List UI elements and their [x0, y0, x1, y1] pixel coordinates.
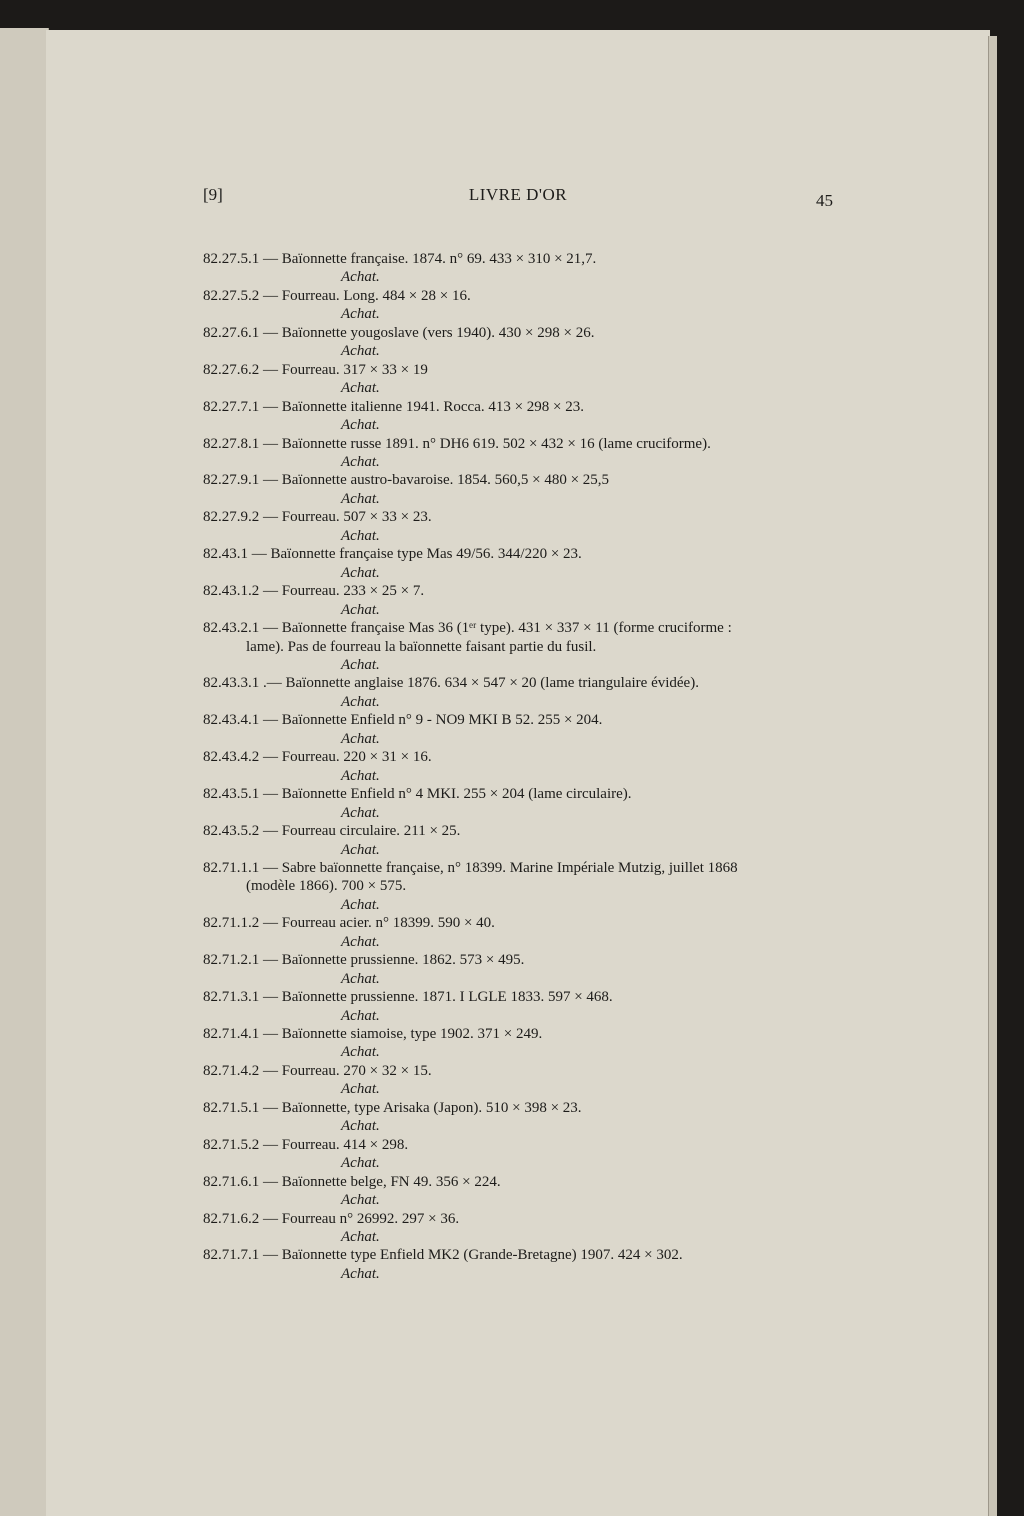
entry-first-line	[203, 1062, 843, 1080]
entry-separator: —	[259, 749, 282, 766]
catalogue-entry	[203, 785, 843, 822]
entry-separator: —	[259, 1026, 282, 1043]
catalogue-entry	[203, 287, 843, 324]
entry-separator: .—	[259, 675, 286, 692]
entry-description: Baïonnette austro-bavaroise. 1854. 560,5 × 480 × 25,5	[281, 472, 610, 489]
entry-number: 82.71.1.1	[203, 859, 260, 876]
entry-separator: —	[259, 859, 282, 876]
entry-acquisition-note: Achat.	[341, 564, 380, 581]
entry-number: 82.71.6.2	[203, 1210, 260, 1227]
entry-first-line	[203, 988, 843, 1006]
entry-number: 82.71.4.1	[203, 1026, 260, 1043]
catalogue-entry	[203, 1062, 843, 1099]
entry-number: 82.27.6.2	[203, 361, 260, 378]
catalogue-entry	[203, 545, 843, 582]
entry-first-line	[203, 324, 843, 342]
entry-description: Baïonnette française Mas 36 (1ᵉʳ type). 431 × 337 × 11 (forme cruciforme :	[281, 620, 732, 637]
entry-acquisition-note: Achat.	[341, 343, 380, 360]
entry-first-line	[203, 1099, 843, 1117]
entry-first-line	[203, 1025, 843, 1043]
entry-acquisition-note: Achat.	[341, 841, 380, 858]
entry-separator: —	[259, 1173, 282, 1190]
catalogue-entry	[203, 1173, 843, 1210]
catalogue-entry	[203, 435, 843, 472]
entry-number: 82.27.9.2	[203, 509, 260, 526]
entry-separator: —	[259, 324, 282, 341]
entry-number: 82.71.1.2	[203, 915, 260, 932]
entry-first-line	[203, 914, 843, 932]
page-edge	[988, 36, 997, 1516]
entry-number: 82.71.3.1	[203, 989, 260, 1006]
entry-description: Fourreau. 507 × 33 × 23.	[281, 509, 432, 526]
entry-description: Baïonnette yougoslave (vers 1940). 430 × 298 × 26.	[281, 324, 595, 341]
entry-separator: —	[259, 1247, 282, 1264]
entry-separator: —	[259, 823, 282, 840]
entry-acquisition-note: Achat.	[341, 1081, 380, 1098]
catalogue-entry	[203, 398, 843, 435]
entry-separator: —	[259, 1136, 282, 1153]
entry-acquisition-note: Achat.	[341, 527, 380, 544]
entry-number: 82.71.4.2	[203, 1062, 260, 1079]
entry-description: Fourreau. 317 × 33 × 19	[281, 361, 428, 378]
running-header	[203, 185, 833, 209]
entry-description: Baïonnette type Enfield MK2 (Grande-Bretagne) 1907. 424 × 302.	[281, 1247, 683, 1264]
entry-separator: —	[259, 1099, 282, 1116]
entry-number: 82.27.7.1	[203, 398, 260, 415]
entry-description: Baïonnette française type Mas 49/56. 344/220 × 23.	[270, 546, 582, 563]
entry-description: Baïonnette prussienne. 1862. 573 × 495.	[281, 952, 525, 969]
entry-description: Baïonnette française. 1874. n° 69. 433 × 310 × 21,7.	[281, 251, 597, 267]
entry-acquisition-note: Achat.	[341, 417, 380, 434]
catalogue-entry	[203, 250, 843, 287]
entry-acquisition-note: Achat.	[341, 970, 380, 987]
entry-separator: —	[259, 472, 282, 489]
entry-description: Baïonnette prussienne. 1871. I LGLE 1833. 597 × 468.	[281, 989, 613, 1006]
entry-acquisition-note: Achat.	[341, 804, 380, 821]
entry-description: Baïonnette Enfield n° 9 - NO9 MKI B 52. 255 × 204.	[281, 712, 603, 729]
catalogue-entry	[203, 582, 843, 619]
entry-first-line	[203, 508, 843, 526]
entry-separator: —	[259, 583, 282, 600]
entry-description: Fourreau n° 26992. 297 × 36.	[281, 1210, 460, 1227]
entry-description: Fourreau. 233 × 25 × 7.	[281, 583, 425, 600]
catalogue-entry	[203, 988, 843, 1025]
entry-description: Baïonnette anglaise 1876. 634 × 547 × 20 (lame triangulaire évidée).	[285, 675, 699, 692]
entry-description: Baïonnette italienne 1941. Rocca. 413 × 298 × 23.	[281, 398, 585, 415]
entry-first-line	[203, 1210, 843, 1228]
entry-description: Fourreau acier. n° 18399. 590 × 40.	[281, 915, 495, 932]
entry-acquisition-note: Achat.	[341, 1007, 380, 1024]
entry-acquisition-note: Achat.	[341, 490, 380, 507]
entry-separator: —	[259, 287, 282, 304]
page-number: 45	[816, 191, 833, 210]
entry-acquisition-note: Achat.	[341, 453, 380, 470]
catalogue-entry	[203, 471, 843, 508]
catalogue-entry	[203, 1246, 843, 1283]
entry-first-line	[203, 1136, 843, 1154]
entry-first-line	[203, 287, 843, 305]
entry-separator: —	[259, 1062, 282, 1079]
entry-description: Baïonnette, type Arisaka (Japon). 510 × 398 × 23.	[281, 1099, 582, 1116]
entry-number: 82.43.5.2	[203, 823, 260, 840]
entry-separator: —	[259, 620, 282, 637]
entry-separator: —	[259, 509, 282, 526]
entry-first-line	[203, 435, 843, 453]
entry-description: Baïonnette belge, FN 49. 356 × 224.	[281, 1173, 501, 1190]
entry-first-line	[203, 951, 843, 969]
entry-separator: —	[259, 1210, 282, 1227]
entry-first-line	[203, 361, 843, 379]
catalogue-entry	[203, 711, 843, 748]
entry-number: 82.43.1.2	[203, 583, 260, 600]
catalogue-entry	[203, 914, 843, 951]
entry-number: 82.43.4.2	[203, 749, 260, 766]
entry-separator: —	[259, 786, 282, 803]
entry-description: Baïonnette Enfield n° 4 MKI. 255 × 204 (lame circulaire).	[281, 786, 632, 803]
entry-acquisition-note: Achat.	[341, 601, 380, 618]
entry-first-line	[203, 398, 843, 416]
entry-first-line	[203, 785, 843, 803]
entry-acquisition-note: Achat.	[341, 1229, 380, 1246]
entry-number: 82.27.5.1	[203, 251, 260, 267]
entry-number: 82.71.5.2	[203, 1136, 260, 1153]
entry-number: 82.27.9.1	[203, 472, 260, 489]
entry-acquisition-note: Achat.	[341, 656, 380, 673]
catalogue-entry	[203, 508, 843, 545]
entry-acquisition-note: Achat.	[341, 896, 380, 913]
entry-first-line	[203, 1173, 843, 1191]
entry-description: Fourreau. 414 × 298.	[281, 1136, 409, 1153]
entry-description: Baïonnette russe 1891. n° DH6 619. 502 × 432 × 16 (lame cruciforme).	[281, 435, 711, 452]
entry-separator: —	[259, 251, 282, 267]
catalogue-entry	[203, 1136, 843, 1173]
entry-acquisition-note: Achat.	[341, 269, 380, 286]
catalogue-entry	[203, 361, 843, 398]
entry-acquisition-note: Achat.	[341, 730, 380, 747]
entry-number: 82.43.1	[203, 546, 248, 563]
entry-acquisition-note: Achat.	[341, 1155, 380, 1172]
entry-first-line	[203, 545, 843, 563]
entry-number: 82.43.4.1	[203, 712, 260, 729]
entry-first-line	[203, 822, 843, 840]
entry-separator: —	[259, 361, 282, 378]
entry-acquisition-note: Achat.	[341, 933, 380, 950]
entry-number: 82.43.3.1	[203, 675, 260, 692]
entry-separator: —	[259, 952, 282, 969]
entry-separator: —	[248, 546, 271, 563]
catalogue-entry	[203, 1025, 843, 1062]
entry-first-line	[203, 711, 843, 729]
entry-separator: —	[259, 398, 282, 415]
catalogue-entry	[203, 951, 843, 988]
entry-number: 82.71.5.1	[203, 1099, 260, 1116]
entry-separator: —	[259, 989, 282, 1006]
catalogue-entry	[203, 674, 843, 711]
entry-continuation: (modèle 1866). 700 × 575.	[246, 878, 407, 895]
entry-number: 82.71.2.1	[203, 952, 260, 969]
entry-description: Fourreau. Long. 484 × 28 × 16.	[281, 287, 471, 304]
entry-first-line	[203, 748, 843, 766]
entry-number: 82.27.8.1	[203, 435, 260, 452]
previous-page-edge	[0, 28, 49, 1516]
entry-description: Sabre baïonnette française, n° 18399. Marine Impériale Mutzig, juillet 1868	[281, 859, 738, 876]
entry-acquisition-note: Achat.	[341, 1265, 380, 1282]
entry-acquisition-note: Achat.	[341, 1192, 380, 1209]
running-title: LIVRE D'OR	[468, 185, 568, 204]
entry-number: 82.71.7.1	[203, 1247, 260, 1264]
entry-acquisition-note: Achat.	[341, 693, 380, 710]
entry-first-line	[203, 859, 843, 877]
entry-description: Baïonnette siamoise, type 1902. 371 × 249.	[281, 1026, 543, 1043]
catalogue-entries	[203, 250, 843, 1283]
entry-separator: —	[259, 435, 282, 452]
catalogue-entry	[203, 324, 843, 361]
entry-acquisition-note: Achat.	[341, 306, 380, 323]
entry-number: 82.71.6.1	[203, 1173, 260, 1190]
entry-first-line	[203, 674, 843, 692]
entry-acquisition-note: Achat.	[341, 1044, 380, 1061]
entry-separator: —	[259, 712, 282, 729]
entry-first-line	[203, 471, 843, 489]
entry-acquisition-note: Achat.	[341, 767, 380, 784]
entry-separator: —	[259, 915, 282, 932]
catalogue-entry	[203, 859, 843, 914]
entry-number: 82.27.5.2	[203, 287, 260, 304]
section-number: [9]	[203, 185, 223, 204]
entry-number: 82.43.2.1	[203, 620, 260, 637]
entry-continuation: lame). Pas de fourreau la baïonnette faisant partie du fusil.	[246, 638, 597, 655]
entry-number: 82.43.5.1	[203, 786, 260, 803]
entry-first-line	[203, 250, 843, 268]
entry-first-line	[203, 1246, 843, 1264]
entry-description: Fourreau circulaire. 211 × 25.	[281, 823, 461, 840]
entry-acquisition-note: Achat.	[341, 1118, 380, 1135]
entry-acquisition-note: Achat.	[341, 380, 380, 397]
entry-first-line	[203, 619, 843, 637]
catalogue-entry	[203, 1099, 843, 1136]
catalogue-entry	[203, 619, 843, 674]
catalogue-entry	[203, 822, 843, 859]
catalogue-entry	[203, 748, 843, 785]
entry-number: 82.27.6.1	[203, 324, 260, 341]
catalogue-entry	[203, 1210, 843, 1247]
entry-description: Fourreau. 270 × 32 × 15.	[281, 1062, 432, 1079]
entry-description: Fourreau. 220 × 31 × 16.	[281, 749, 432, 766]
entry-first-line	[203, 582, 843, 600]
